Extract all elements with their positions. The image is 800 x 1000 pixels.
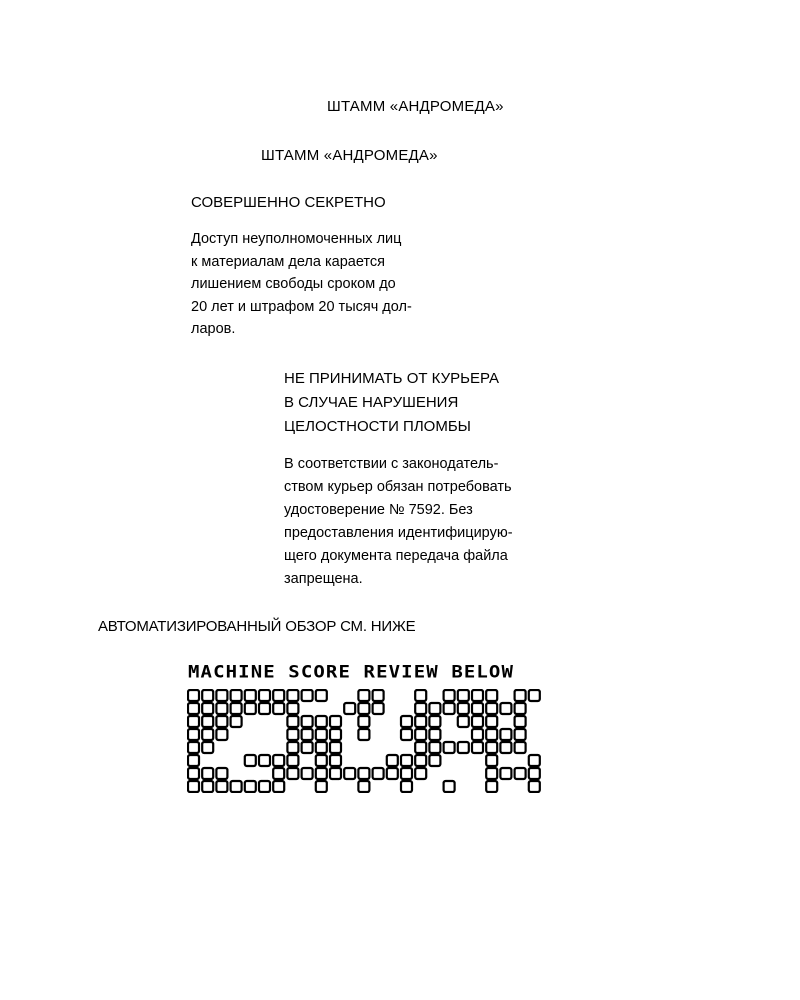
score-box [444, 781, 455, 792]
score-box [316, 729, 327, 740]
score-box [231, 716, 242, 727]
score-box [216, 729, 227, 740]
score-box [358, 768, 369, 779]
score-box [231, 781, 242, 792]
score-box [245, 781, 256, 792]
score-box [429, 703, 440, 714]
score-box [216, 703, 227, 714]
score-box [273, 768, 284, 779]
warning-line: 20 лет и штрафом 20 тысяч дол- [191, 298, 412, 315]
score-box [231, 690, 242, 701]
score-box [444, 742, 455, 753]
score-box [188, 729, 199, 740]
score-box [273, 703, 284, 714]
score-box [188, 781, 199, 792]
score-box [515, 716, 526, 727]
score-box [415, 690, 426, 701]
score-box [358, 781, 369, 792]
courier-heading-line: ЦЕЛОСТНОСТИ ПЛОМБЫ [284, 418, 471, 435]
score-box [188, 703, 199, 714]
score-box [330, 716, 341, 727]
score-box [316, 768, 327, 779]
score-box [273, 690, 284, 701]
score-box [316, 742, 327, 753]
score-box [529, 781, 540, 792]
score-box [202, 742, 213, 753]
score-box [401, 781, 412, 792]
machine-score-grid [187, 689, 557, 793]
title-secondary: ШТАММ «АНДРОМЕДА» [261, 147, 438, 164]
score-box [500, 742, 511, 753]
score-box [415, 755, 426, 766]
score-box [245, 755, 256, 766]
courier-body-line: В соответствии с законодатель- [284, 456, 499, 472]
courier-heading-line: НЕ ПРИНИМАТЬ ОТ КУРЬЕРА [284, 370, 499, 387]
courier-body-line: ством курьер обязан потребовать [284, 479, 512, 495]
score-box [444, 703, 455, 714]
score-box [202, 768, 213, 779]
score-box [287, 716, 298, 727]
score-box [429, 742, 440, 753]
classification-label: СОВЕРШЕННО СЕКРЕТНО [191, 194, 386, 211]
score-box [330, 729, 341, 740]
courier-body-line: удостоверение № 7592. Без [284, 502, 473, 518]
warning-line: Доступ неуполномоченных лиц [191, 231, 402, 247]
score-box [515, 768, 526, 779]
score-box [373, 703, 384, 714]
score-box [202, 703, 213, 714]
score-box [401, 716, 412, 727]
score-box [500, 768, 511, 779]
score-box [302, 742, 313, 753]
score-box [387, 755, 398, 766]
score-box [330, 768, 341, 779]
score-box [486, 729, 497, 740]
score-box [515, 729, 526, 740]
score-box [330, 742, 341, 753]
score-box [287, 755, 298, 766]
score-box [415, 742, 426, 753]
score-box [472, 703, 483, 714]
score-box [216, 716, 227, 727]
score-box [259, 703, 270, 714]
courier-heading [284, 367, 499, 439]
score-box [188, 690, 199, 701]
score-box [358, 729, 369, 740]
score-box [387, 768, 398, 779]
score-box [472, 716, 483, 727]
score-box [188, 768, 199, 779]
courier-body-line: запрещена. [284, 571, 363, 587]
score-box [458, 690, 469, 701]
score-box [245, 703, 256, 714]
score-box [287, 690, 298, 701]
score-box [287, 729, 298, 740]
score-grid-svg [187, 689, 557, 793]
score-box [302, 768, 313, 779]
score-box [444, 690, 455, 701]
score-box [344, 703, 355, 714]
score-box [415, 729, 426, 740]
score-box [515, 690, 526, 701]
score-box [458, 742, 469, 753]
score-box [245, 690, 256, 701]
score-box [216, 690, 227, 701]
score-box [373, 690, 384, 701]
access-warning [191, 228, 471, 341]
courier-heading-line: В СЛУЧАЕ НАРУШЕНИЯ [284, 394, 459, 411]
score-box [259, 755, 270, 766]
score-box [216, 781, 227, 792]
score-box [486, 755, 497, 766]
score-box [486, 781, 497, 792]
machine-score-title: MACHINE SCORE REVIEW BELOW [188, 662, 515, 682]
score-box [472, 690, 483, 701]
score-box [287, 703, 298, 714]
score-box [216, 768, 227, 779]
score-box [515, 703, 526, 714]
score-box [529, 768, 540, 779]
automated-review-label: АВТОМАТИЗИРОВАННЫЙ ОБЗОР СМ. НИЖЕ [98, 618, 416, 635]
score-box [415, 716, 426, 727]
score-box [287, 742, 298, 753]
score-box [202, 690, 213, 701]
score-box [188, 742, 199, 753]
score-box [429, 755, 440, 766]
score-box [273, 755, 284, 766]
courier-body-line: предоставления идентифицирую- [284, 525, 513, 541]
score-box [316, 755, 327, 766]
score-box [486, 716, 497, 727]
score-box [415, 768, 426, 779]
score-box [188, 716, 199, 727]
score-box [316, 690, 327, 701]
score-box [188, 755, 199, 766]
score-box [429, 729, 440, 740]
score-box [401, 729, 412, 740]
score-box [472, 729, 483, 740]
warning-line: ларов. [191, 321, 236, 337]
score-box [259, 781, 270, 792]
score-box [231, 703, 242, 714]
score-box [401, 755, 412, 766]
score-box [358, 703, 369, 714]
score-box [202, 716, 213, 727]
score-box [486, 768, 497, 779]
score-box [429, 716, 440, 727]
score-box [458, 703, 469, 714]
title-primary: ШТАММ «АНДРОМЕДА» [327, 98, 504, 115]
score-box [316, 781, 327, 792]
warning-line: к материалам дела карается [191, 253, 385, 270]
score-box [486, 690, 497, 701]
score-box [515, 742, 526, 753]
warning-line: лишением свободы сроком до [191, 276, 396, 292]
score-box [273, 781, 284, 792]
score-box [500, 729, 511, 740]
score-box [302, 690, 313, 701]
score-box [500, 703, 511, 714]
score-box [302, 716, 313, 727]
score-box [358, 690, 369, 701]
score-box [287, 768, 298, 779]
courier-body [284, 453, 574, 591]
score-box [344, 768, 355, 779]
score-box [529, 755, 540, 766]
score-box [316, 716, 327, 727]
courier-body-line: щего документа передача файла [284, 548, 508, 564]
score-box [202, 781, 213, 792]
score-box [458, 716, 469, 727]
score-box [415, 703, 426, 714]
score-box [373, 768, 384, 779]
score-box [202, 729, 213, 740]
score-box [259, 690, 270, 701]
score-box [472, 742, 483, 753]
score-box [486, 742, 497, 753]
score-box [486, 703, 497, 714]
score-box [358, 716, 369, 727]
score-box [529, 690, 540, 701]
score-box [302, 729, 313, 740]
score-box [401, 768, 412, 779]
score-box [330, 755, 341, 766]
